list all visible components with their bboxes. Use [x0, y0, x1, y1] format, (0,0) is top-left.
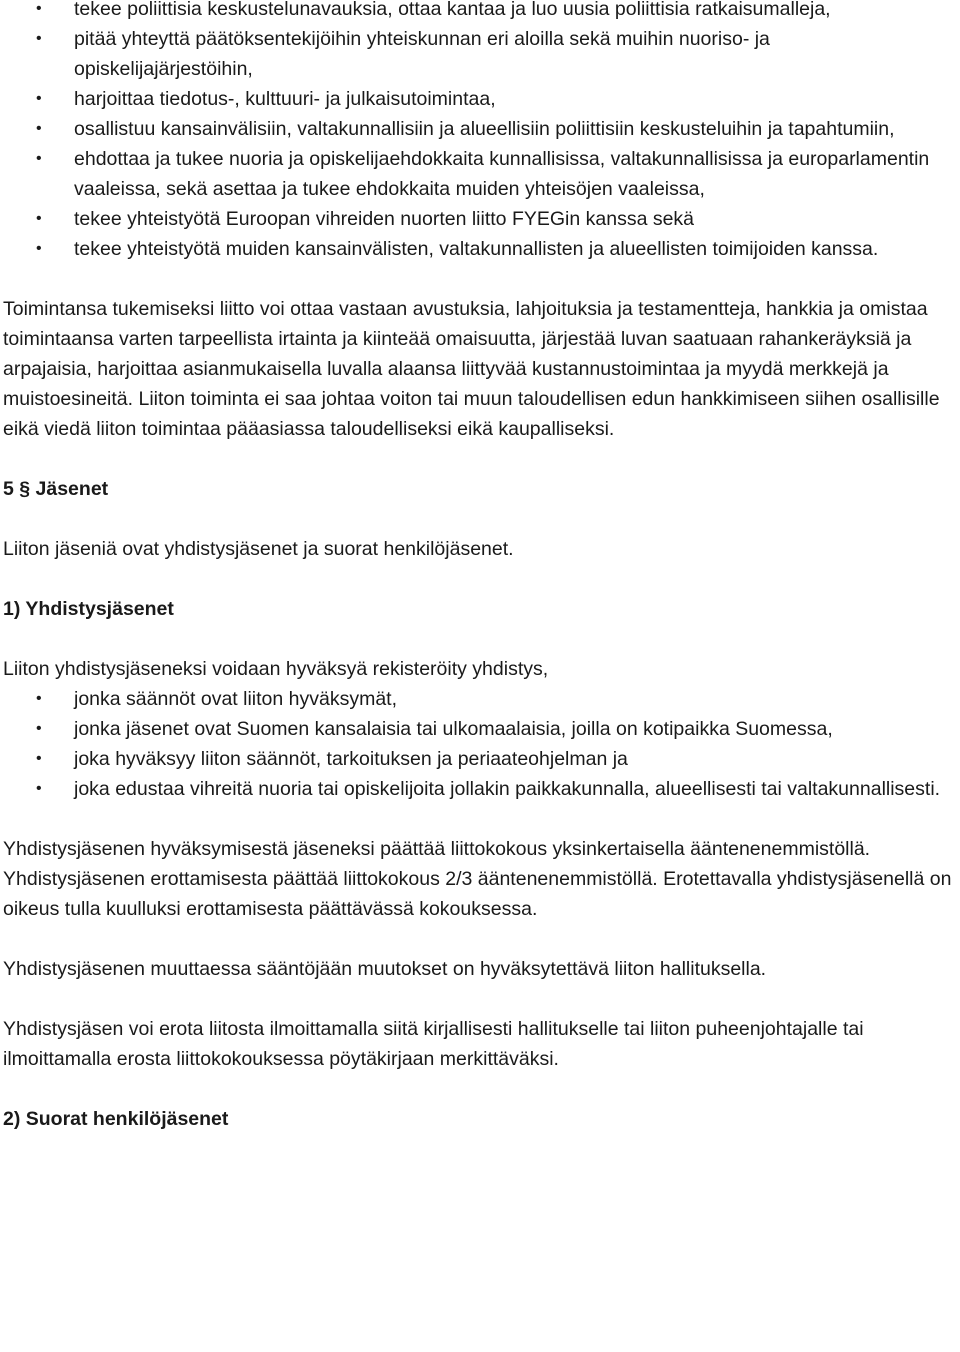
list-item: • tekee yhteistyötä muiden kansainvälisten, valtakunnallisten ja alueellisten toimijoiden kanssa.	[0, 234, 960, 264]
resignation-paragraph: Yhdistysjäsen voi erota liitosta ilmoittamalla siitä kirjallisesti hallitukselle tai liiton puheenjohtajalle tai ilmoittamalla erosta liittokokouksessa pöytäkirjaan merkittäväksi.	[3, 1018, 864, 1070]
spacer	[0, 984, 960, 1014]
bullet-icon: •	[36, 30, 42, 47]
members-heading: 5 § Jäsenet	[3, 478, 109, 500]
bullet-icon: •	[36, 210, 42, 227]
funding-paragraph: Toimintansa tukemiseksi liitto voi ottaa vastaan avustuksia, lahjoituksia ja testamentteja, hankkia ja omistaa toimintaansa varten tarpeellista irtainta ja kiinteää omaisuutta, järjestää luvan saatuaan rahankeräyksiä ja arpajaisia, harjoittaa asianmukaisella luvalla alaansa liittyvää kustannustoimintaa ja myydä merkkejä ja muistoesineitä. Liiton toiminta ei saa johtaa voiton tai muun taloudellisen edun hankkimiseen siihen osallisille eikä viedä liiton toimintaa pääasiassa taloudelliseksi eikä kaupalliseksi.	[3, 298, 940, 440]
spacer	[0, 924, 960, 954]
bullet-icon: •	[36, 90, 42, 107]
direct-members-heading: 2) Suorat henkilöjäsenet	[3, 1108, 229, 1130]
list-item: • jonka jäsenet ovat Suomen kansalaisia tai ulkomaalaisia, joilla on kotipaikka Suomessa,	[0, 714, 960, 744]
bullet-icon: •	[36, 0, 42, 17]
list-item: • pitää yhteyttä päätöksentekijöihin yhteiskunnan eri aloilla sekä muihin nuoriso- ja opiskelijajärjestöihin,	[0, 24, 960, 84]
bullet-icon: •	[36, 720, 42, 737]
list-item: • joka hyväksyy liiton säännöt, tarkoituksen ja periaateohjelman ja	[0, 744, 960, 774]
bullet-icon: •	[36, 690, 42, 707]
spacer	[0, 444, 960, 474]
activities-list	[0, 0, 960, 264]
list-item: • ehdottaa ja tukee nuoria ja opiskelijaehdokkaita kunnallisissa, valtakunnallisissa ja europarlamentin vaaleissa, sekä asettaa ja tukee ehdokkaita muiden yhteisöjen vaaleissa,	[0, 144, 960, 204]
spacer	[0, 264, 960, 294]
bullet-icon: •	[36, 150, 42, 167]
members-paragraph: Liiton jäseniä ovat yhdistysjäsenet ja suorat henkilöjäsenet.	[3, 538, 514, 560]
spacer	[0, 804, 960, 834]
spacer	[0, 564, 960, 594]
rules-change-paragraph: Yhdistysjäsenen muuttaessa sääntöjään muutokset on hyväksytettävä liiton hallituksella.	[3, 958, 767, 980]
spacer	[0, 1074, 960, 1104]
bullet-icon: •	[36, 240, 42, 257]
list-item: • osallistuu kansainvälisiin, valtakunnallisiin ja alueellisiin poliittisiin keskusteluihin ja tapahtumiin,	[0, 114, 960, 144]
bullet-icon: •	[36, 120, 42, 137]
acceptance-paragraph: Yhdistysjäsenen hyväksymisestä jäseneksi päättää liittokokous yksinkertaisella ääntenenemmistöllä. Yhdistysjäsenen erottamisesta päättää liittokokous 2/3 ääntenenemmistöllä. Erotettavalla yhdistysjäsenellä on oikeus tulla kuulluksi erottamisesta päättävässä kokouksessa.	[3, 838, 952, 920]
spacer	[0, 624, 960, 654]
list-item: • harjoittaa tiedotus-, kulttuuri- ja julkaisutoimintaa,	[0, 84, 960, 114]
list-item: • joka edustaa vihreitä nuoria tai opiskelijoita jollakin paikkakunnalla, alueellisesti tai valtakunnallisesti.	[0, 774, 960, 804]
association-intro-paragraph: Liiton yhdistysjäseneksi voidaan hyväksyä rekisteröity yhdistys,	[3, 658, 549, 680]
list-item: • tekee yhteistyötä Euroopan vihreiden nuorten liitto FYEGin kanssa sekä	[0, 204, 960, 234]
spacer	[0, 504, 960, 534]
list-item: • jonka säännöt ovat liiton hyväksymät,	[0, 684, 960, 714]
list-item: • tekee poliittisia keskustelunavauksia, ottaa kantaa ja luo uusia poliittisia ratkaisumalleja,	[0, 0, 960, 24]
bullet-icon: •	[36, 780, 42, 797]
association-criteria-list	[0, 684, 960, 804]
bullet-icon: •	[36, 750, 42, 767]
association-members-heading: 1) Yhdistysjäsenet	[3, 598, 174, 620]
